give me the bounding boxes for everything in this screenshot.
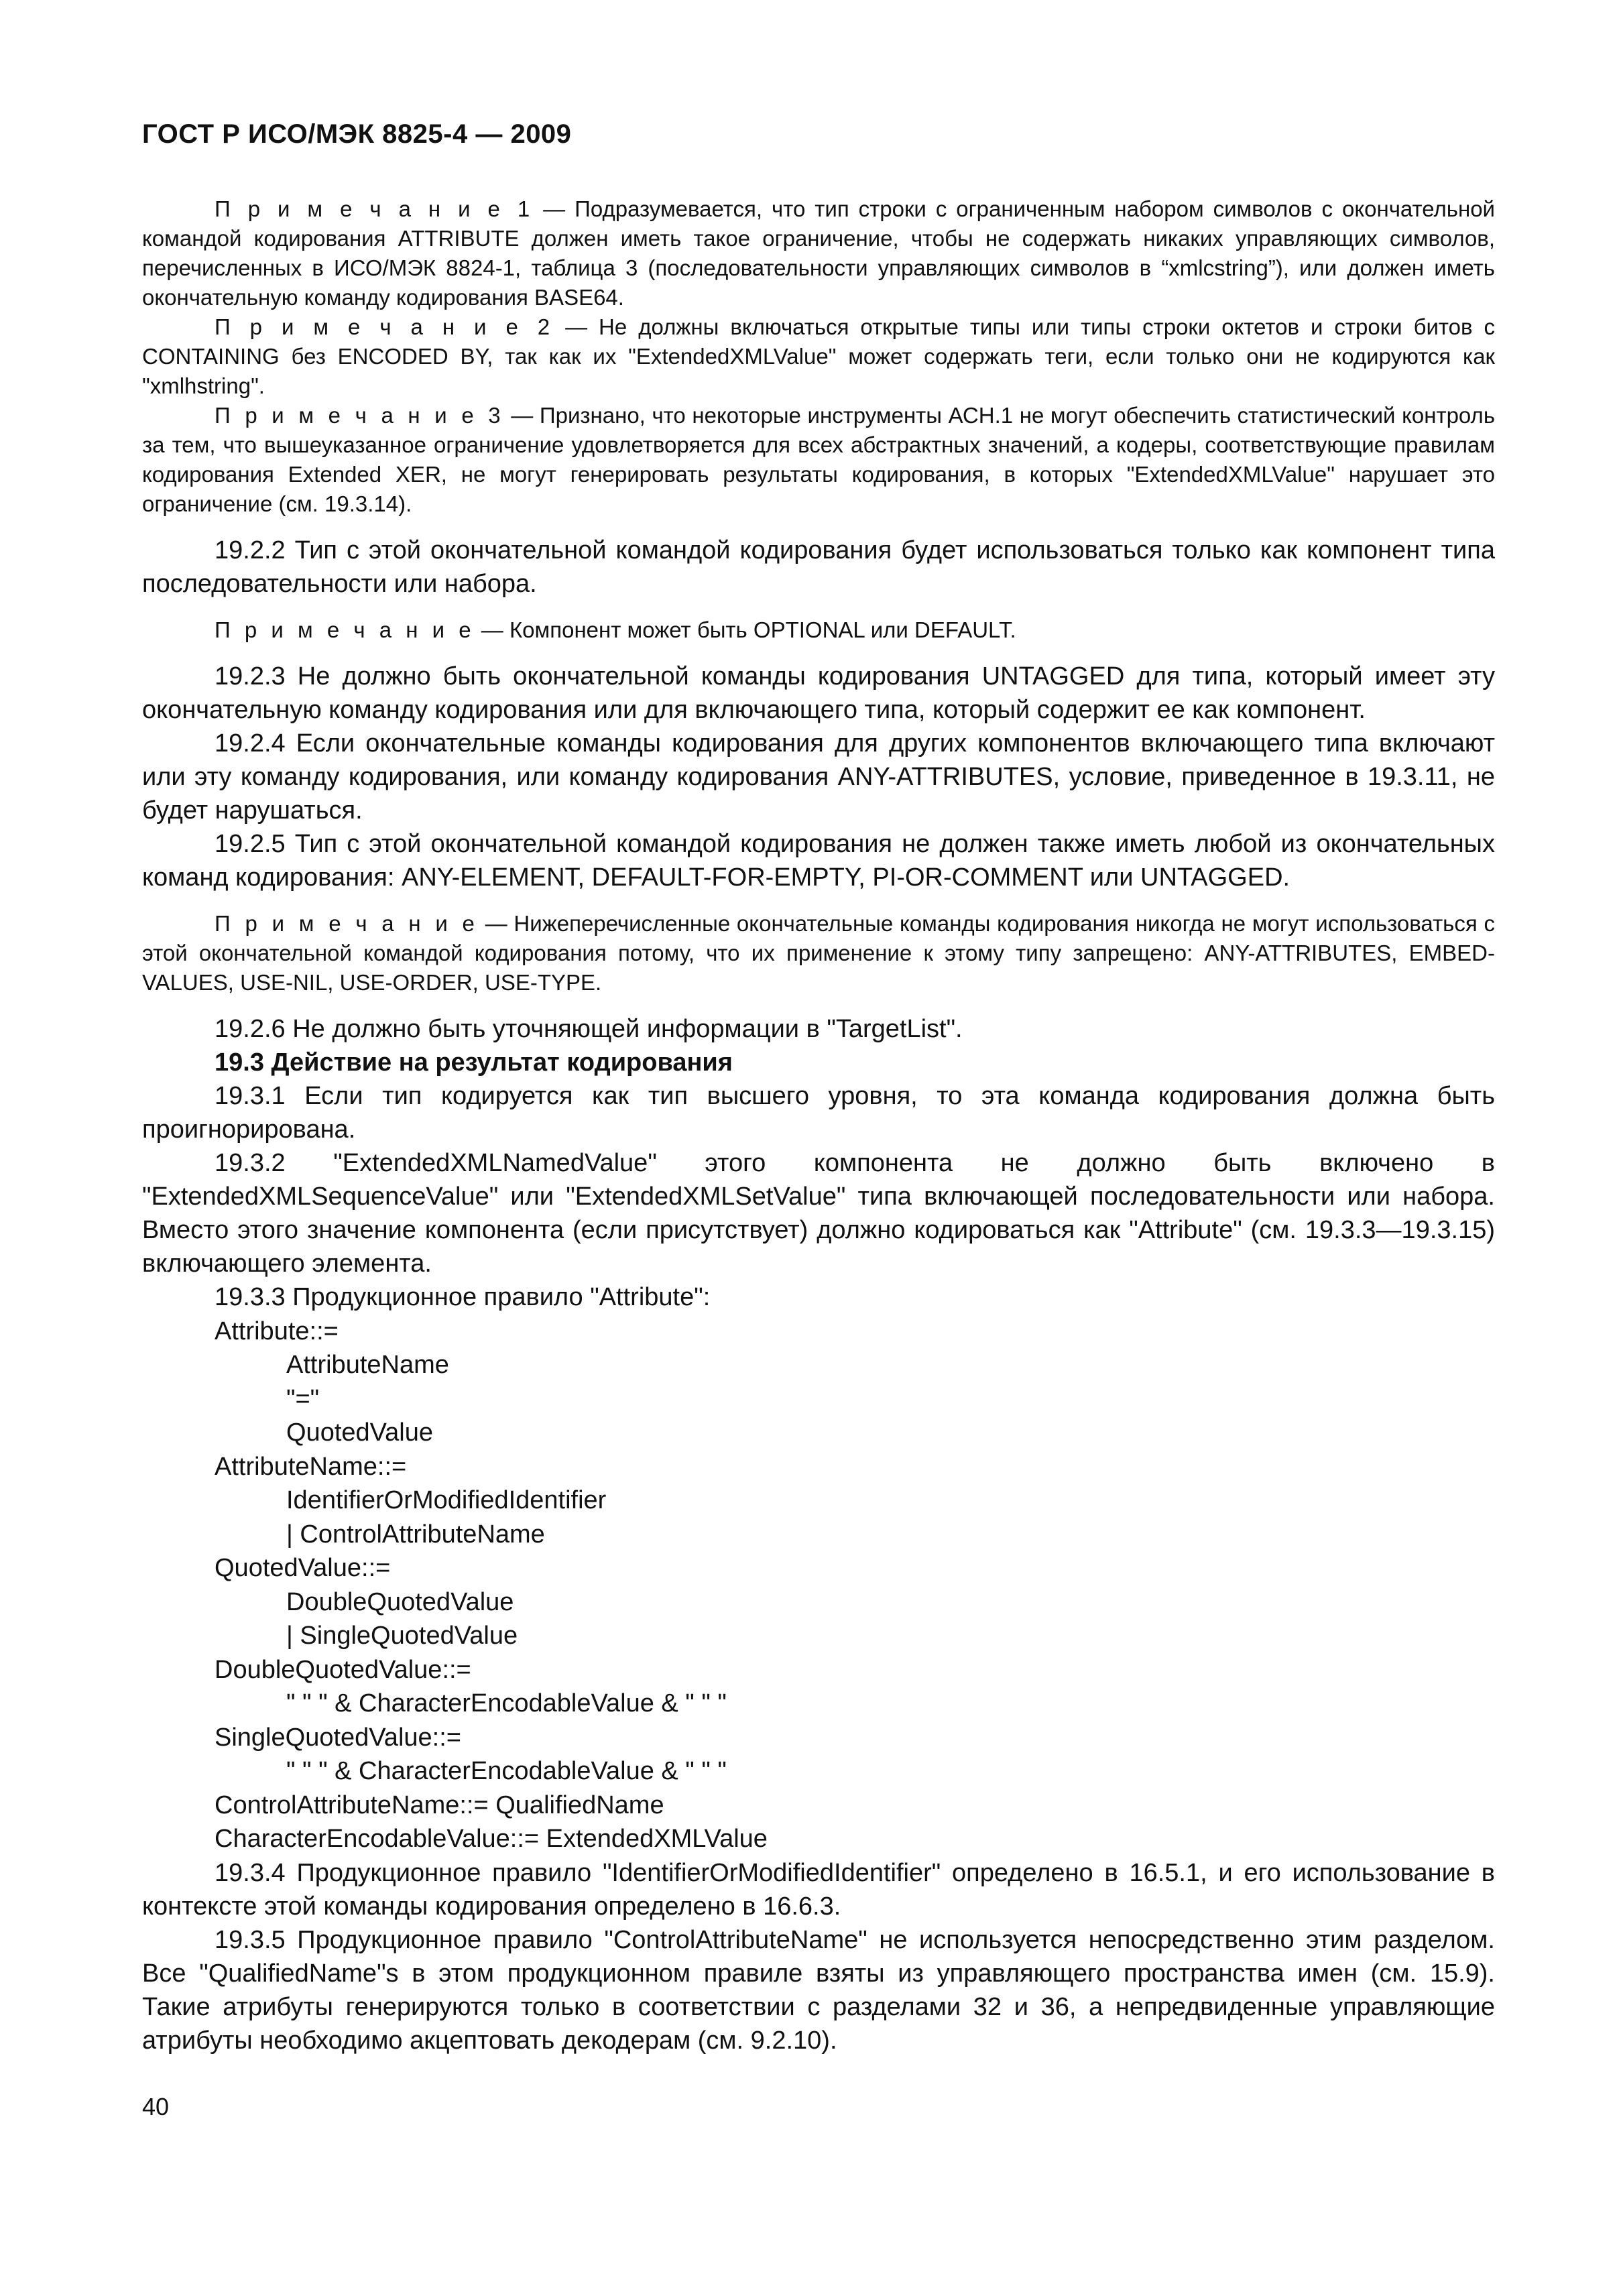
grammar-line: | ControlAttributeName	[286, 1520, 545, 1549]
grammar-line: CharacterEncodableValue::= ExtendedXMLValue	[215, 1825, 768, 1853]
grammar-line: IdentifierOrModifiedIdentifier	[286, 1486, 607, 1514]
note-text: — Подразумевается, что тип строки с ограниченным набором символов с окончательной командой кодирования ATTRIBUTE должен иметь такое ограничение, чтобы не содержать никаких управляющих символов, перечисленных в ИСО/МЭК 8824-1, таблица 3 (последовательности управляющих символов в “xmlcstring”), или должен иметь окончательную команду кодирования BASE64.	[142, 196, 1495, 310]
grammar-line: Attribute::=	[215, 1317, 339, 1345]
page-content	[142, 194, 1495, 2057]
note-2	[142, 312, 1495, 401]
grammar-line: " " " & CharacterEncodableValue & " " "	[286, 1689, 727, 1717]
grammar-line: AttributeName	[286, 1351, 449, 1379]
note-19-2-5	[142, 909, 1495, 998]
paragraph-19-2-5: 19.2.5 Тип с этой окончательной командой кодирования не должен также иметь любой из окончательных команд кодирования: ANY-ELEMENT, DEFAULT-FOR-EMPTY, PI-OR-COMMENT или UNTAGGED.	[142, 830, 1495, 892]
paragraph-19-3-4: 19.3.4 Продукционное правило "IdentifierOrModifiedIdentifier" определено в 16.5.1, и его использование в контексте этой команды кодирования определено в 16.6.3.	[142, 1858, 1495, 1921]
grammar-intro: 19.3.3 Продукционное правило "Attribute":	[215, 1283, 711, 1311]
note-text: — Признано, что некоторые инструменты АСН.1 не могут обеспечить статистический контроль за тем, что вышеуказанное ограничение удовлетворяется для всех абстрактных значений, а кодеры, соответствующие правилам кодирования Extended XER, не могут генерировать результаты кодирования, в которых "ExtendedXMLValue" нарушает это ограничение (см. 19.3.14).	[142, 403, 1496, 516]
grammar-line: " " " & CharacterEncodableValue & " " "	[286, 1757, 727, 1785]
paragraph-19-2-2: 19.2.2 Тип с этой окончательной командой кодирования будет использоваться только как компонент типа последовательности или набора.	[142, 536, 1495, 598]
note-1	[142, 194, 1495, 312]
page-header-standard-title: ГОСТ Р ИСО/МЭК 8825-4 — 2009	[142, 119, 572, 149]
grammar-line: DoubleQuotedValue::=	[215, 1655, 471, 1684]
grammar-line: DoubleQuotedValue	[286, 1587, 514, 1616]
grammar-line: "="	[286, 1384, 320, 1413]
paragraph-19-3-5: 19.3.5 Продукционное правило "ControlAttributeName" не используется непосредственно этим разделом. Все "QualifiedName"s в этом продукционном правиле взяты из управляющего пространства имен (см. 15.9). Такие атрибуты генерируются только в соответствии с разделами 32 и 36, а непредвиденные управляющие атрибуты необходимо акцептовать декодерам (см. 9.2.10).	[142, 1925, 1495, 2055]
note-3	[142, 401, 1495, 519]
paragraph-19-3-1: 19.3.1 Если тип кодируется как тип высшего уровня, то эта команда кодирования должна быть проигнорирована.	[142, 1082, 1495, 1144]
paragraph-19-2-4: 19.2.4 Если окончательные команды кодирования для других компонентов включающего типа включают или эту команду кодирования, или команду кодирования ANY-ATTRIBUTES, условие, приведенное в 19.3.11, не будет нарушаться.	[142, 729, 1495, 825]
grammar-line: SingleQuotedValue::=	[215, 1723, 461, 1752]
note-label: П р и м е ч а н и е	[215, 617, 475, 642]
grammar-line: AttributeName::=	[215, 1452, 407, 1481]
paragraph-19-3-2: 19.3.2 "ExtendedXMLNamedValue" этого компонента не должно быть включено в "ExtendedXMLSequenceValue" или "ExtendedXMLSetValue" типа включающей последовательности или набора. Вместо этого значение компонента (если присутствует) должно кодироваться как "Attribute" (см. 19.3.3—19.3.15) включающего элемента.	[142, 1149, 1495, 1278]
grammar-line: | SingleQuotedValue	[286, 1622, 518, 1650]
page-number: 40	[142, 2093, 170, 2120]
grammar-line: QuotedValue	[286, 1418, 434, 1447]
note-text: — Нижеперечисленные окончательные команды кодирования никогда не могут использоваться с этой окончательной командой кодирования потому, что их применение к этому типу запрещено: ANY-ATTRIBUTES, EMBED-VALUES, USE-NIL, USE-ORDER, USE-TYPE.	[142, 911, 1495, 995]
note-label: П р и м е ч а н и е 3	[215, 403, 505, 428]
paragraph-19-2-3: 19.2.3 Не должно быть окончательной команды кодирования UNTAGGED для типа, который имеет эту окончательную команду кодирования или для включающего типа, который содержит ее как компонент.	[142, 662, 1495, 724]
section-heading-19-3: 19.3 Действие на результат кодирования	[215, 1048, 733, 1077]
note-19-2-2	[142, 615, 1495, 645]
note-text: — Не должны включаться открытые типы или типы строки октетов и строки битов с CONTAINING без ENCODED BY, так как их "ExtendedXMLValue" может содержать теги, если только они не кодируются как "xmlhstring".	[142, 314, 1496, 398]
note-text: — Компонент может быть OPTIONAL или DEFAULT.	[475, 617, 1016, 642]
note-label: П р и м е ч а н и е 2	[215, 314, 554, 339]
grammar-line: QuotedValue::=	[215, 1554, 391, 1582]
paragraph-19-2-6: 19.2.6 Не должно быть уточняющей информации в "TargetList".	[215, 1015, 963, 1043]
attribute-production-rules	[142, 1280, 1495, 1856]
note-label: П р и м е ч а н и е 1	[215, 196, 534, 221]
grammar-line: ControlAttributeName::= QualifiedName	[215, 1791, 664, 1819]
note-label: П р и м е ч а н и е	[215, 911, 479, 936]
